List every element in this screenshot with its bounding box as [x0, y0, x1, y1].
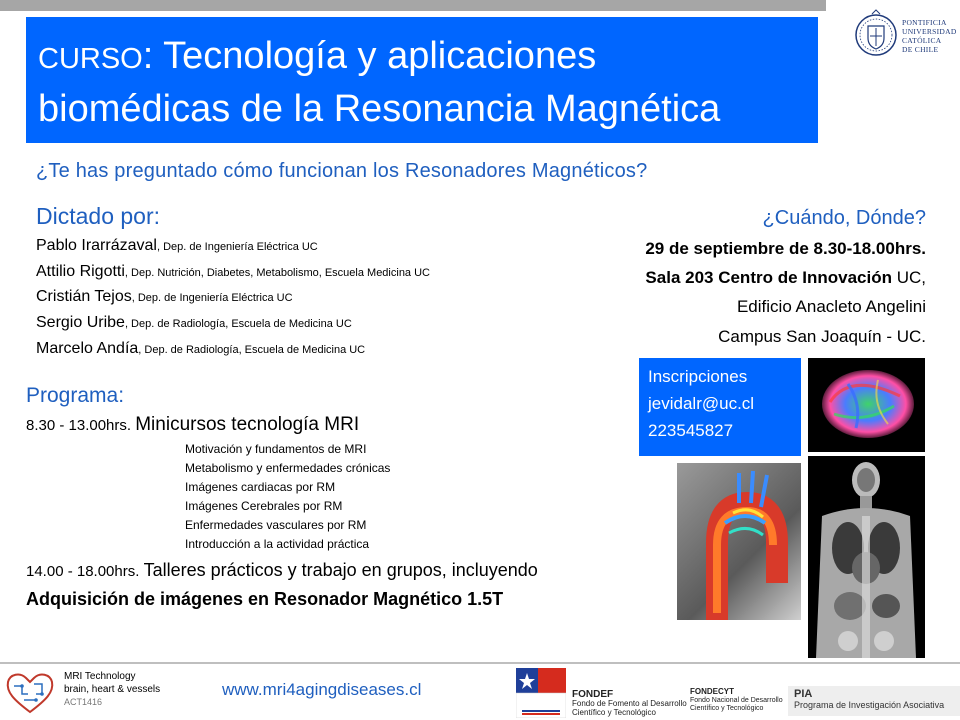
- speaker-3: Cristián Tejos, Dep. de Ingeniería Eléctrica UC: [36, 288, 293, 305]
- website-link[interactable]: www.mri4agingdiseases.cl: [222, 680, 422, 699]
- aorta-flow-image: [677, 463, 801, 620]
- event-campus: Campus San Joaquín - UC.: [718, 327, 926, 346]
- schedule-slot-1: 8.30 - 13.00hrs. Minicursos tecnología MRI: [26, 414, 360, 435]
- fondef-logo-text: FONDEF Fondo de Fomento al Desarrollo Científico y Tecnológico: [572, 689, 687, 717]
- uc-logo-text: PONTIFICIA UNIVERSIDAD CATÓLICA DE CHILE: [902, 18, 957, 54]
- title-line-1: CURSO: Tecnología y aplicaciones: [38, 35, 597, 77]
- body-mri-image: [808, 456, 925, 658]
- programa-heading: Programa:: [26, 384, 125, 407]
- program-item-6: Introducción a la actividad práctica: [185, 537, 370, 551]
- registration-box: [639, 358, 801, 456]
- registration-label: Inscripciones: [648, 367, 748, 386]
- speaker-4: Sergio Uribe, Dep. de Radiología, Escuela de Medicina UC: [36, 314, 352, 331]
- intro-question: ¿Te has preguntado cómo funcionan los Resonadores Magnéticos?: [36, 160, 648, 182]
- mri-technology-logo-icon: [4, 668, 56, 716]
- brain-tractography-image: [808, 358, 925, 452]
- registration-email[interactable]: jevidalr@uc.cl: [648, 394, 755, 413]
- uc-logo: [848, 6, 957, 66]
- speaker-1: Pablo Irarrázaval, Dep. de Ingeniería Eléctrica UC: [36, 237, 318, 254]
- footer-divider: [0, 662, 960, 664]
- speaker-2: Attilio Rigotti, Dep. Nutrición, Diabetes, Metabolismo, Escuela Medicina UC: [36, 263, 430, 280]
- event-building: Edificio Anacleto Angelini: [736, 297, 926, 316]
- schedule-slot-2: 14.00 - 18.00hrs. Talleres prácticos y trabajo en grupos, incluyendo: [26, 560, 538, 580]
- schedule-slot-3: Adquisición de imágenes en Resonador Magnético 1.5T: [26, 589, 504, 609]
- program-item-4: Imágenes Cerebrales por RM: [185, 499, 343, 513]
- program-item-1: Motivación y fundamentos de MRI: [185, 442, 367, 456]
- fondecyt-logo-text: FONDECYT Fondo Nacional de Desarrollo Científico y Tecnológico: [690, 687, 783, 712]
- event-room: Sala 203 Centro de Innovación UC,: [645, 268, 926, 287]
- pia-logo: PIA Programa de Investigación Asociativa: [788, 686, 960, 716]
- top-bar: [0, 0, 826, 11]
- when-where-heading: ¿Cuándo, Dónde?: [762, 207, 926, 229]
- course-title-banner: [26, 17, 818, 143]
- title-line-2: biomédicas de la Resonancia Magnética: [38, 88, 721, 130]
- mri-technology-text: MRI Technology brain, heart & vessels ACT1416: [64, 671, 161, 707]
- program-item-2: Metabolismo y enfermedades crónicas: [185, 461, 391, 475]
- event-date: 29 de septiembre de 8.30-18.00hrs.: [645, 239, 926, 258]
- gobierno-de-chile-logo-icon: [516, 668, 566, 718]
- speaker-5: Marcelo Andía, Dep. de Radiología, Escuela de Medicina UC: [36, 340, 366, 357]
- dictado-heading: Dictado por:: [36, 203, 161, 229]
- program-item-3: Imágenes cardiacas por RM: [185, 480, 336, 494]
- registration-phone: 223545827: [648, 421, 734, 440]
- uc-shield-icon: [854, 8, 898, 62]
- program-item-5: Enfermedades vasculares por RM: [185, 518, 367, 532]
